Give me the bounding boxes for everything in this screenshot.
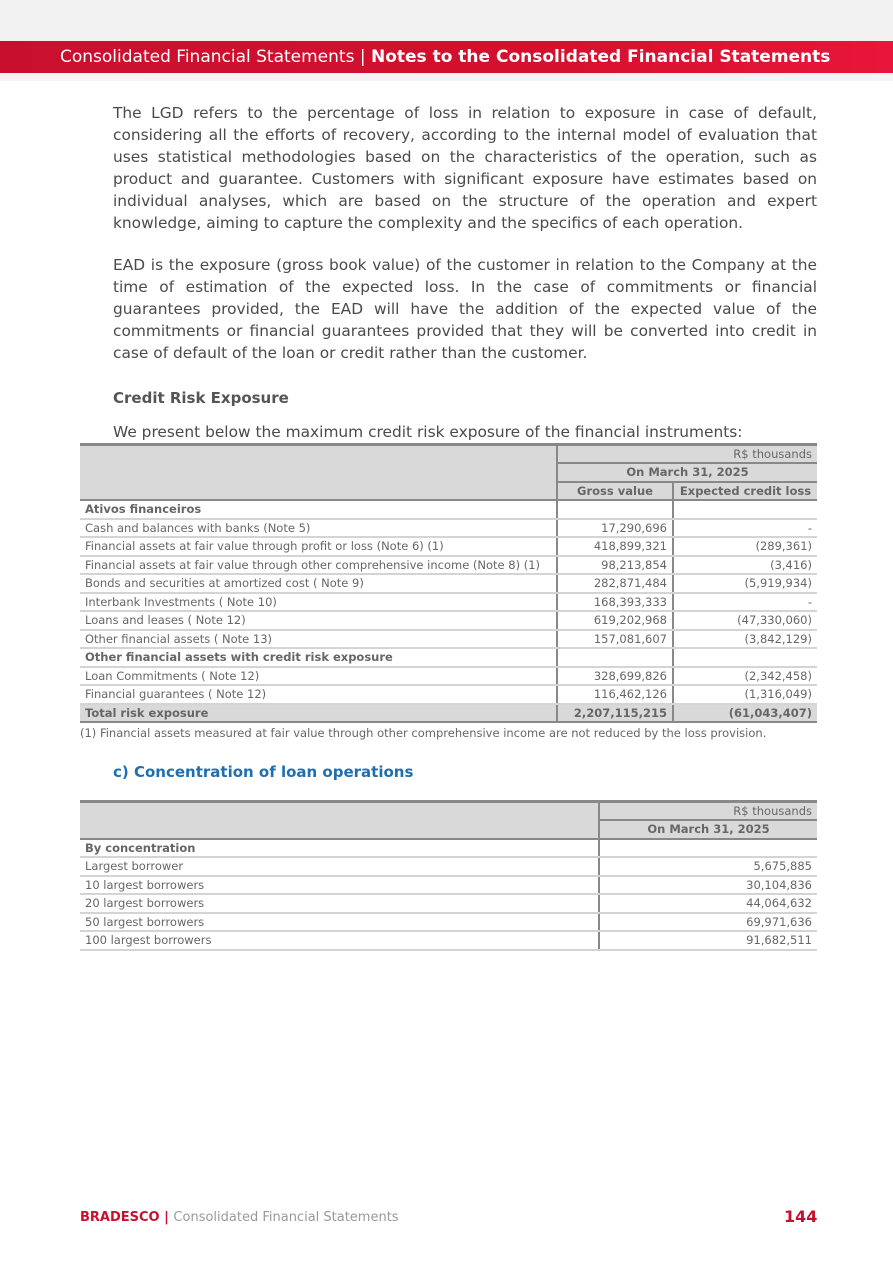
footer-brand: BRADESCO [80, 1210, 160, 1225]
table-row [80, 667, 817, 686]
row-label: 20 largest borrowers [80, 894, 599, 913]
section-header [0, 41, 893, 73]
date-header: On March 31, 2025 [599, 820, 817, 839]
header-blank [80, 802, 599, 839]
concentration-heading: c) Concentration of loan operations [113, 763, 414, 781]
row-label: Loan Commitments ( Note 12) [80, 667, 557, 686]
row-value [557, 500, 673, 519]
row-value: - [673, 593, 817, 612]
page-number: 144 [784, 1207, 818, 1226]
table-row [80, 648, 817, 667]
table-row [80, 857, 817, 876]
header-section: Consolidated Financial Statements [60, 47, 355, 67]
row-label: Other financial assets ( Note 13) [80, 630, 557, 649]
gross-value-header: Gross value [557, 482, 673, 501]
row-value [557, 648, 673, 667]
unit-label: R$ thousands [599, 802, 817, 821]
row-value: (47,330,060) [673, 611, 817, 630]
row-value [673, 500, 817, 519]
table-row [80, 593, 817, 612]
row-label: Other financial assets with credit risk exposure [80, 648, 557, 667]
table-row [80, 931, 817, 950]
row-label: Financial guarantees ( Note 12) [80, 685, 557, 704]
row-label: Bonds and securities at amortized cost ( Note 9) [80, 574, 557, 593]
table-row [80, 894, 817, 913]
table-row [80, 685, 817, 704]
table-row [80, 611, 817, 630]
header-title: Notes to the Consolidated Financial Statements [370, 47, 831, 67]
row-value: (289,361) [673, 537, 817, 556]
row-value: (5,919,934) [673, 574, 817, 593]
unit-label: R$ thousands [557, 445, 817, 464]
row-value: 69,971,636 [599, 913, 817, 932]
row-label: 100 largest borrowers [80, 931, 599, 950]
table-row [80, 537, 817, 556]
row-value: 2,207,115,215 [557, 704, 673, 723]
row-value: 98,213,854 [557, 556, 673, 575]
table-row [80, 876, 817, 895]
table-row [80, 500, 817, 519]
date-header: On March 31, 2025 [557, 463, 817, 482]
footer-sep: | [159, 1210, 174, 1225]
footnote: (1) Financial assets measured at fair value through other comprehensive income are not reduced by the loss provision. [80, 726, 767, 740]
row-value: 168,393,333 [557, 593, 673, 612]
row-value: 418,899,321 [557, 537, 673, 556]
ecl-header: Expected credit loss [673, 482, 817, 501]
row-value: 17,290,696 [557, 519, 673, 538]
row-value: 44,064,632 [599, 894, 817, 913]
row-label: Financial assets at fair value through profit or loss (Note 6) (1) [80, 537, 557, 556]
table-row [80, 839, 817, 858]
group-label: By concentration [80, 839, 599, 858]
row-value: (3,416) [673, 556, 817, 575]
row-label: Total risk exposure [80, 704, 557, 723]
footer [80, 1210, 399, 1225]
table-row [80, 630, 817, 649]
row-label: Cash and balances with banks (Note 5) [80, 519, 557, 538]
paragraph-ead: EAD is the exposure (gross book value) of the customer in relation to the Company at the time of estimation of the expected loss. In the case of commitments or financial guarantees provided, the EAD will have the addition of the expected value of the commitments or financial guarantees provided that they will be converted into credit in case of default of the loan or credit rather than the customer. [113, 256, 817, 362]
row-value: 328,699,826 [557, 667, 673, 686]
credit-risk-table [80, 443, 817, 723]
credit-intro: We present below the maximum credit risk exposure of the financial instruments: [113, 423, 743, 441]
row-label: 10 largest borrowers [80, 876, 599, 895]
row-value: (3,842,129) [673, 630, 817, 649]
row-label: 50 largest borrowers [80, 913, 599, 932]
table-row [80, 574, 817, 593]
header-separator: | [354, 47, 371, 67]
row-value: 91,682,511 [599, 931, 817, 950]
row-value: (1,316,049) [673, 685, 817, 704]
row-label: Loans and leases ( Note 12) [80, 611, 557, 630]
header-blank [80, 445, 557, 501]
row-value: 157,081,607 [557, 630, 673, 649]
row-value: (61,043,407) [673, 704, 817, 723]
row-value: - [673, 519, 817, 538]
header-shadow [0, 73, 893, 81]
table-row [80, 704, 817, 723]
table-row [80, 519, 817, 538]
credit-heading: Credit Risk Exposure [113, 389, 289, 407]
row-label: Financial assets at fair value through other comprehensive income (Note 8) (1) [80, 556, 557, 575]
concentration-table [80, 800, 817, 951]
row-value: 619,202,968 [557, 611, 673, 630]
table-row [80, 556, 817, 575]
paragraph-lgd: The LGD refers to the percentage of loss in relation to exposure in case of default, considering all the efforts of recovery, according to the internal model of evaluation that uses statistical methodologies based on the characteristics of the operation, such as product and guarantee. Customers with significant exposure have estimates based on individual analyses, which are based on the structure of the operation and expert knowledge, aiming to capture the complexity and the specifics of each operation. [113, 104, 817, 232]
table-row [80, 913, 817, 932]
row-label: Ativos financeiros [80, 500, 557, 519]
footer-text: Consolidated Financial Statements [173, 1210, 399, 1225]
row-value: 282,871,484 [557, 574, 673, 593]
row-value: 5,675,885 [599, 857, 817, 876]
row-value: 116,462,126 [557, 685, 673, 704]
row-label: Interbank Investments ( Note 10) [80, 593, 557, 612]
top-strip [0, 0, 893, 41]
row-value: (2,342,458) [673, 667, 817, 686]
row-value: 30,104,836 [599, 876, 817, 895]
row-label: Largest borrower [80, 857, 599, 876]
row-value [673, 648, 817, 667]
